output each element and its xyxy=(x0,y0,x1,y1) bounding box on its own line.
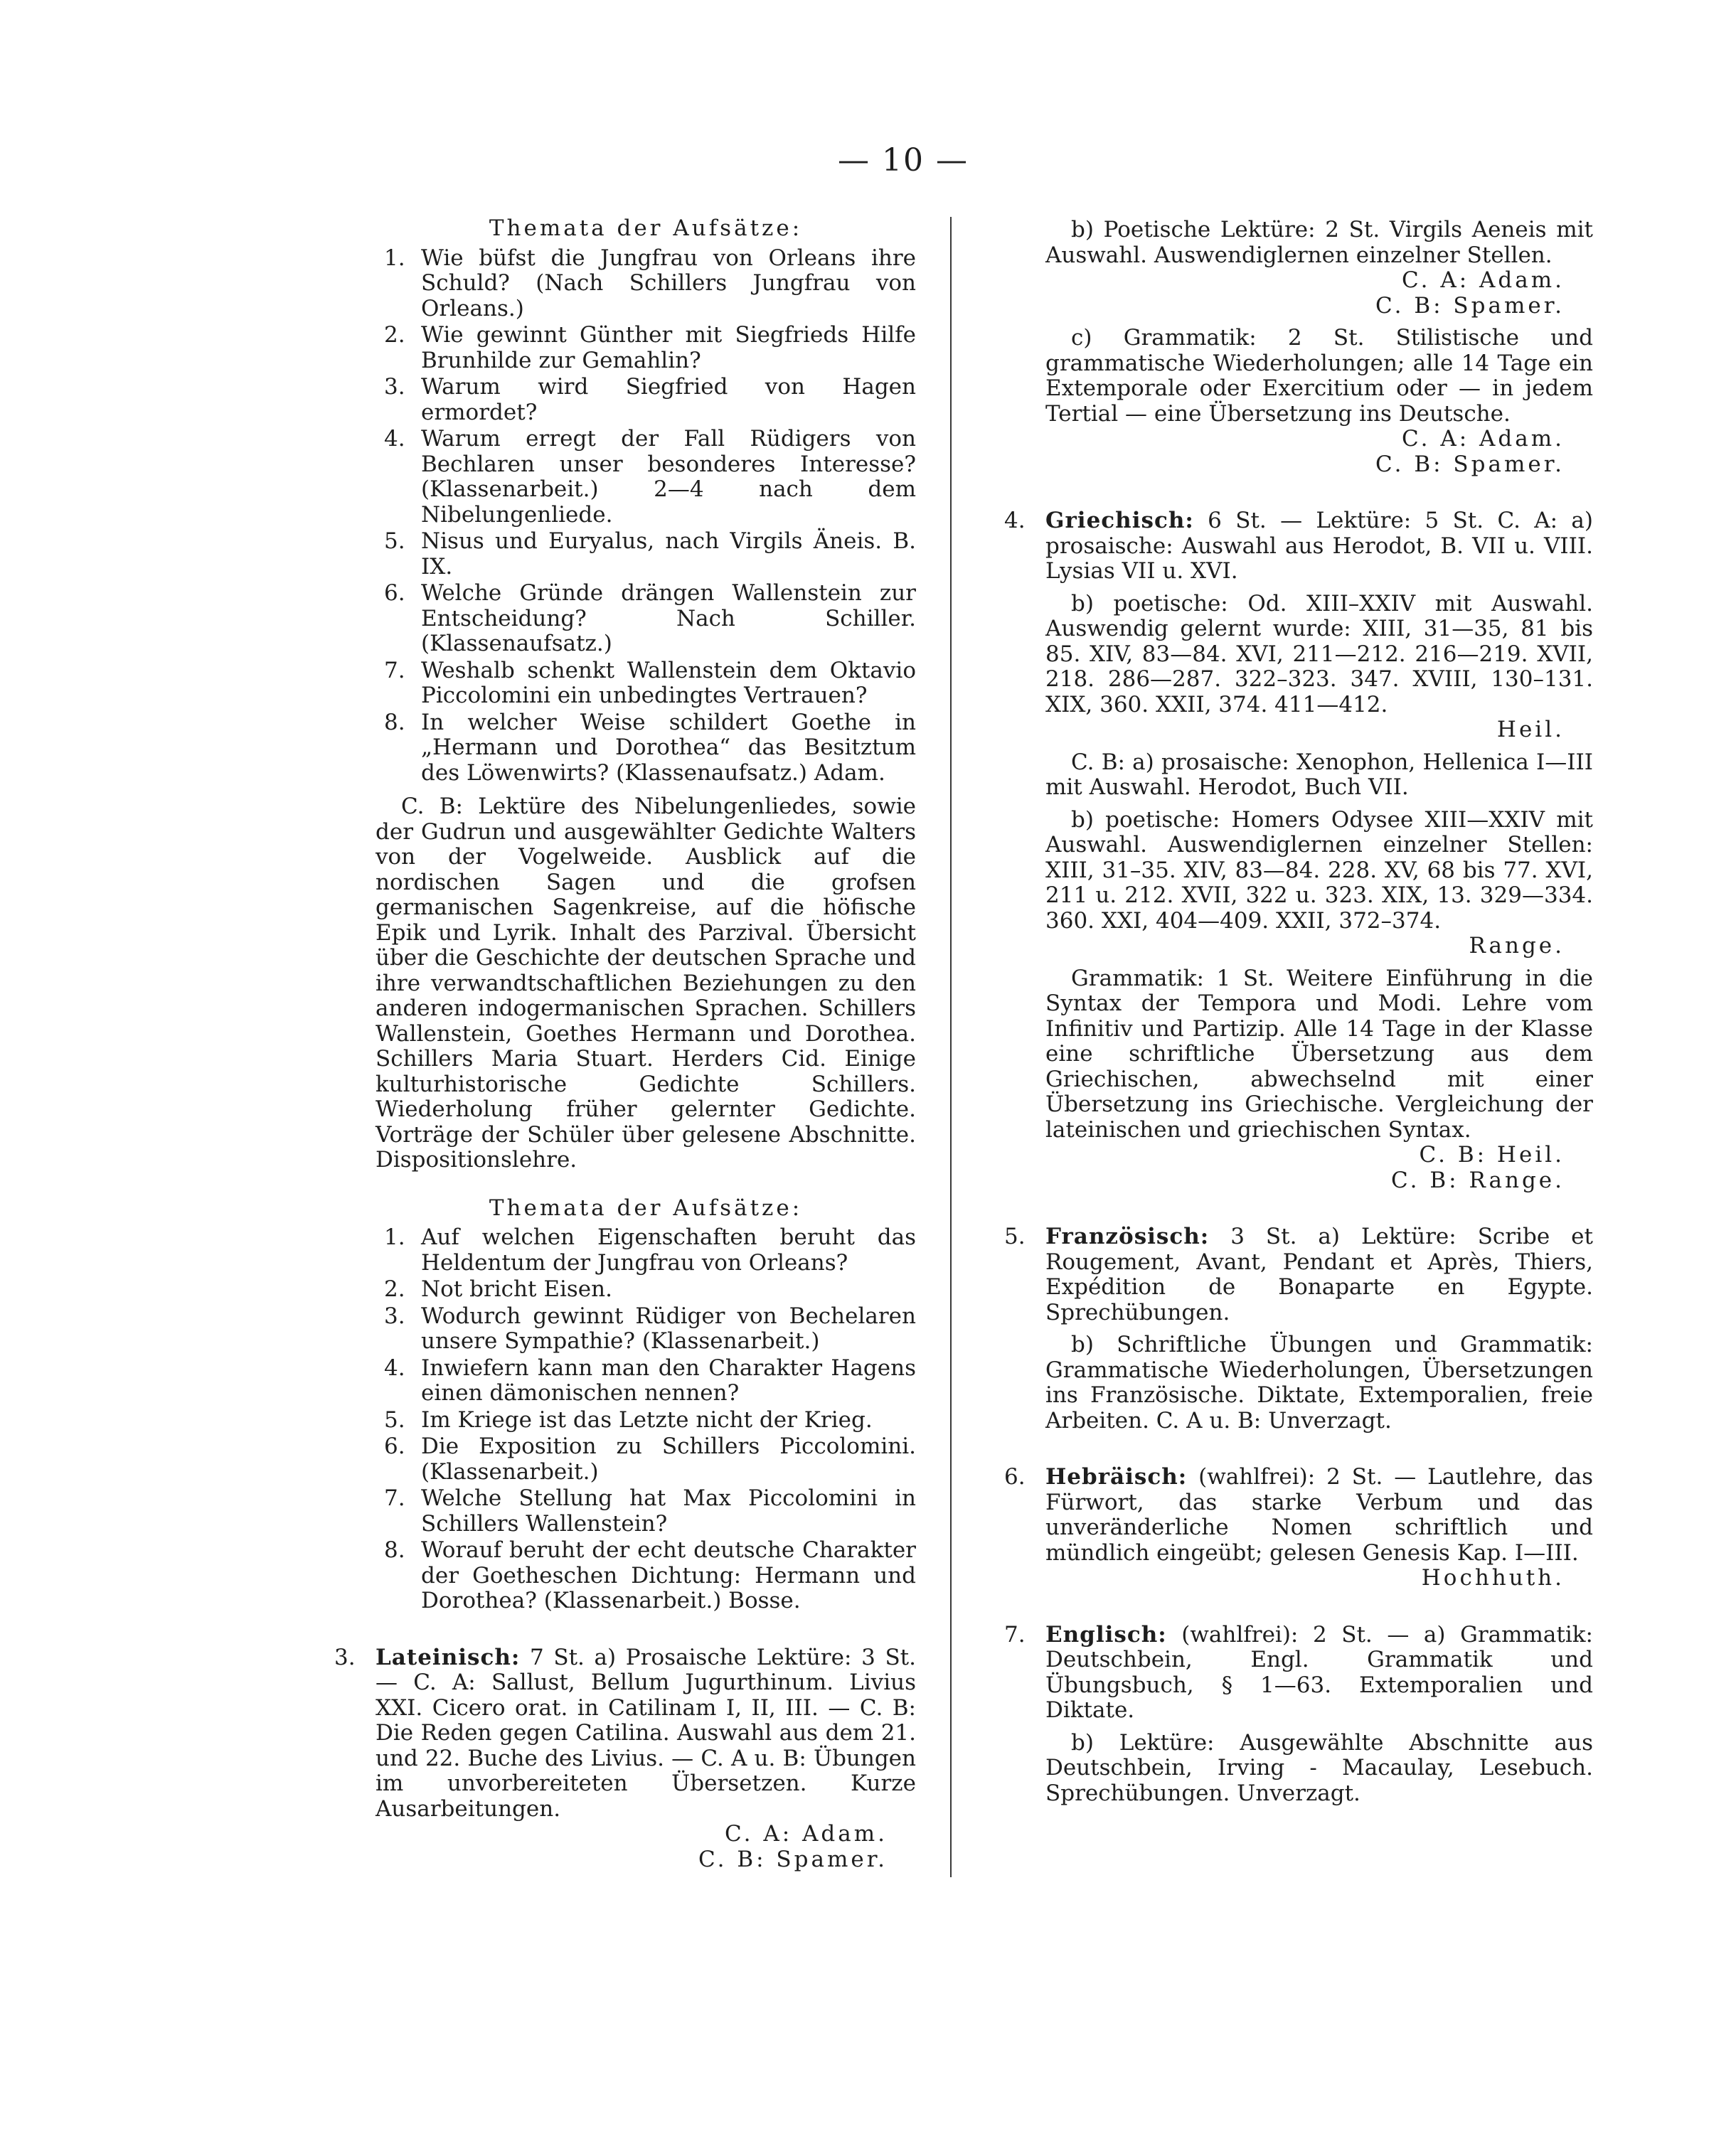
list-item: 4. Warum erregt der Fall Rüdigers von Bechlaren unser besonderes Interesse? (Klassenarbeit.) 2—4 nach dem Nibelungenliede. xyxy=(384,426,916,528)
list-item: 4. Inwiefern kann man den Charakter Hagens einen dämonischen nennen? xyxy=(384,1355,916,1406)
list-item: 2. Not bricht Eisen. xyxy=(384,1276,612,1302)
french-section: 5. Französisch: 3 St. a) Lektüre: Scribe et Rougement, Avant, Pendant et Après, Thiers, Expédition de Bonaparte en Egypte. Sprechübungen. b) Schriftliche Übungen und Grammatik: Grammatische Wiederholungen, Übersetzungen ins Französische. Diktate, Extemporalien, freie Arbeiten. C. A u. B: Unverzagt. xyxy=(1004,1224,1593,1434)
greek-cb-poetic: b) poetische: Homers Odysee XIII—XXIV mit Auswahl. Auswendiglernen einzelner Stellen: XIII, 31–35. XIV, 83—84. 228. XV, 68 bis 77. XVI, 211 u. 212. XVII, 322 u. 323. XIX, 13. 329—334. 360. XXI, 404—409. XXII, 372–374. xyxy=(1045,806,1593,934)
left-column xyxy=(334,213,916,1872)
greek-title: Griechisch: xyxy=(1045,508,1194,533)
list-item: 6. Die Exposition zu Schillers Piccolomini. (Klassenarbeit.) xyxy=(384,1434,916,1485)
latin-section: 3. Lateinisch: 7 St. a) Prosaische Lektüre: 3 St. — C. A: Sallust, Bellum Jugurthinum. Livius XXI. Cicero orat. in Catilinam I, II, III. — C. B: Die Reden gegen Catilina. Auswahl aus dem 21. und 22. Buche des Livius. — C. A u. B: Übungen im unvorbereiteten Übersetzen. Kurze Ausarbeitungen. C. A: Adam. C. B: Spamer. xyxy=(334,1644,916,1872)
list-item: 7. Weshalb schenkt Wallenstein dem Oktavio Piccolomini ein unbedingtes Vertrauen? xyxy=(384,657,916,708)
english-section: 7. Englisch: (wahlfrei): 2 St. — a) Grammatik: Deutschbein, Engl. Grammatik und Übungsbuch, § 1—63. Extemporalien und Diktate. b) Lektüre: Ausgewählte Abschnitte aus Deutschbein, Irving - Macaulay, Lesebuch. Sprechübungen. Unverzagt. xyxy=(1004,1621,1594,1806)
list-item: 7. Welche Stellung hat Max Piccolomini in Schillers Wallenstein? xyxy=(384,1485,916,1537)
page-number: — 10 — xyxy=(838,142,969,178)
signature: Range. xyxy=(1469,933,1565,959)
latin-grammar: c) Grammatik: 2 St. Stilistische und grammatische Wiederholungen; alle 14 Tage ein Extemporale oder Exercitium oder — in jedem Tertial — eine Übersetzung ins Deutsche. xyxy=(1045,325,1593,427)
list-item: 2. Wie gewinnt Günther mit Siegfrieds Hilfe Brunhilde zur Gemahlin? xyxy=(384,322,916,373)
list-item: 5. Nisus und Euryalus, nach Virgils Äneis. B. IX. xyxy=(384,528,916,580)
list-item: 5. Im Kriege ist das Letzte nicht der Krieg. xyxy=(384,1406,873,1433)
list-item: 6. Welche Gründe drängen Wallenstein zur Entscheidung? Nach Schiller. (Klassenaufsatz.) xyxy=(384,580,916,656)
essay-topics-list-2 xyxy=(376,1225,916,1614)
english-title: Englisch: xyxy=(1045,1621,1167,1648)
latin-body: Lateinisch: 7 St. a) Prosaische Lektüre: 3 St. — C. A: Sallust, Bellum Jugurthinum. Livius XXI. Cicero orat. in Catilinam I, II, III. — C. B: Die Reden gegen Catilina. Auswahl aus dem 21. und 22. Buche des Livius. — C. A u. B: Übungen im unvorbereiteten Übersetzen. Kurze Ausarbeitungen. xyxy=(376,1644,916,1822)
list-item: 3. Warum wird Siegfried von Hagen ermordet? xyxy=(384,374,916,425)
hebrew-body: Hebräisch: (wahlfrei): 2 St. — Lautlehre, das Fürwort, das starke Verbum und das unveränderliche Nomen schriftlich und mündlich eingeübt; gelesen Genesis Kap. I—III. xyxy=(1045,1464,1594,1566)
hebrew-section: 6. Hebräisch: (wahlfrei): 2 St. — Lautlehre, das Fürwort, das starke Verbum und das unveränderliche Nomen schriftlich und mündlich eingeübt; gelesen Genesis Kap. I—III. Hochhuth. xyxy=(1004,1464,1594,1591)
list-item: 3. Wodurch gewinnt Rüdiger von Bechelaren unsere Sympathie? (Klassenarbeit.) xyxy=(384,1303,916,1354)
signature: C. B: Spamer. xyxy=(698,1846,888,1872)
english-reading: b) Lektüre: Ausgewählte Abschnitte aus Deutschbein, Irving - Macaulay, Lesebuch. Sprechübungen. Unverzagt. xyxy=(1045,1729,1593,1806)
essay-topics-list xyxy=(376,246,916,786)
french-written: b) Schriftliche Übungen und Grammatik: Grammatische Wiederholungen, Übersetzungen ins Französische. Diktate, Extemporalien, freie Arbeiten. C. A u. B: Unverzagt. xyxy=(1045,1332,1593,1434)
english-body: Englisch: (wahlfrei): 2 St. — a) Grammatik: Deutschbein, Engl. Grammatik und Übungsbuch, § 1—63. Extemporalien und Diktate. xyxy=(1045,1621,1594,1723)
right-column xyxy=(1004,213,1594,1806)
list-item: 8. In welcher Weise schildert Goethe in „Hermann und Dorothea“ das Besitztum des Löwenwirts? (Klassenaufsatz.) Adam. xyxy=(384,709,916,786)
signature: C. B: Range. xyxy=(1391,1167,1565,1193)
essay-topics-heading-2: Themata der Aufsätze: xyxy=(489,1195,803,1221)
cb-german-paragraph: C. B: Lektüre des Nibelungenliedes, sowie der Gudrun und ausgewählter Gedichte Walters von der Vogelweide. Ausblick auf die nordischen Sagen und die grofsen germanischen Sagenkreise, auf die höfische Epik und Lyrik. Inhalt des Parzival. Übersicht über die Geschichte der deutschen Sprache und ihre verwandtschaftlichen Beziehungen zu den anderen indogermanischen Sprachen. Schillers Wallenstein, Goethes Hermann und Dorothea. Schillers Maria Stuart. Herders Cid. Einige kulturhistorische Gedichte Schillers. Wiederholung früher gelernter Gedichte. Vorträge der Schüler über gelesene Abschnitte. Dispositionslehre. xyxy=(376,794,916,1173)
signature: C. A: Adam. xyxy=(725,1821,888,1847)
essay-topics-heading: Themata der Aufsätze: xyxy=(489,215,803,241)
signature: C. B: Spamer. xyxy=(1375,451,1565,477)
greek-grammar: Grammatik: 1 St. Weitere Einführung in die Syntax der Tempora und Modi. Lehre vom Infinitiv und Partizip. Alle 14 Tage in der Klasse eine schriftliche Übersetzung aus dem Griechischen, abwechselnd mit einer Übersetzung ins Griechische. Vergleichung der lateinischen und griechischen Syntax. xyxy=(1045,965,1593,1143)
french-title: Französisch: xyxy=(1045,1224,1210,1249)
signature: Heil. xyxy=(1496,717,1565,742)
signature: C. B: Heil. xyxy=(1419,1142,1565,1168)
list-item: 8. Worauf beruht der echt deutsche Charakter der Goetheschen Dichtung: Hermann und Dorothea? (Klassenarbeit.) Bosse. xyxy=(384,1537,916,1613)
latin-poetic-reading: b) Poetische Lektüre: 2 St. Virgils Aeneis mit Auswahl. Auswendiglernen einzelner Stellen. xyxy=(1045,217,1593,268)
signature: C. A: Adam. xyxy=(1402,267,1565,293)
greek-poetic: b) poetische: Od. XIII–XXIV mit Auswahl. Auswendig gelernt wurde: XIII, 31—35, 81 bis 85. XIV, 83—84. XVI, 211—212. 216—219. XVII, 218. 286—287. 322–323. 347. XVIII, 130–131. XIX, 360. XXII, 374. 411—412. xyxy=(1045,590,1593,717)
hebrew-title: Hebräisch: xyxy=(1045,1464,1188,1490)
column-divider xyxy=(950,217,952,1877)
signature: Hochhuth. xyxy=(1421,1565,1565,1591)
latin-title: Lateinisch: xyxy=(376,1644,521,1670)
list-item: 1. Auf welchen Eigenschaften beruht das Heldentum der Jungfrau von Orleans? xyxy=(384,1224,916,1276)
signature: C. B: Spamer. xyxy=(1375,292,1565,319)
greek-section: 4. Griechisch: 6 St. — Lektüre: 5 St. C. A: a) prosaische: Auswahl aus Herodot, B. VII u. VIII. Lysias VII u. XVI. b) poetische: Od. XIII–XXIV mit Auswahl. Auswendig gelernt wurde: XIII, 31—35, 81 bis 85. XIV, 83—84. XVI, 211—212. 216—219. XVII, 218. 286—287. 322–323. 347. XVIII, 130–131. XIX, 360. XXII, 374. 411—412. Heil. C. B: a) prosaische: Xenophon, Hellenica I—III mit Auswahl. Herodot, Buch VII. b) poetische: Homers Odysee XIII—XXIV mit Auswahl. Auswendiglernen einzelner Stellen: XIII, 31–35. XIV, 83—84. 228. XV, 68 bis 77. XVI, 211 u. 212. XVII, 322 u. 323. XIX, 13. 329—334. 360. XXI, 404—409. XXII, 372–374. Range. Grammatik: 1 St. Weitere Einführung in die Syntax der Tempora und Modi. Lehre vom Infinitiv und Partizip. Alle 14 Tage in der Klasse eine schriftliche Übersetzung aus dem Griechischen, abwechselnd mit einer Übersetzung ins Griechische. Vergleichung der lateinischen und griechischen Syntax. C. B: Heil. C. B: Range. xyxy=(1004,508,1594,1193)
signature: C. A: Adam. xyxy=(1402,426,1565,452)
list-item: 1. Wie büfst die Jungfrau von Orleans ihre Schuld? (Nach Schillers Jungfrau von Orleans.) xyxy=(384,245,916,321)
greek-cb-prose: C. B: a) prosaische: Xenophon, Hellenica I—III mit Auswahl. Herodot, Buch VII. xyxy=(1045,749,1593,800)
greek-body: Griechisch: 6 St. — Lektüre: 5 St. C. A: a) prosaische: Auswahl aus Herodot, B. VII u. VIII. Lysias VII u. XVI. xyxy=(1045,508,1594,584)
french-body: Französisch: 3 St. a) Lektüre: Scribe et Rougement, Avant, Pendant et Après, Thiers, Expédition de Bonaparte en Egypte. Sprechübungen. xyxy=(1045,1224,1593,1325)
